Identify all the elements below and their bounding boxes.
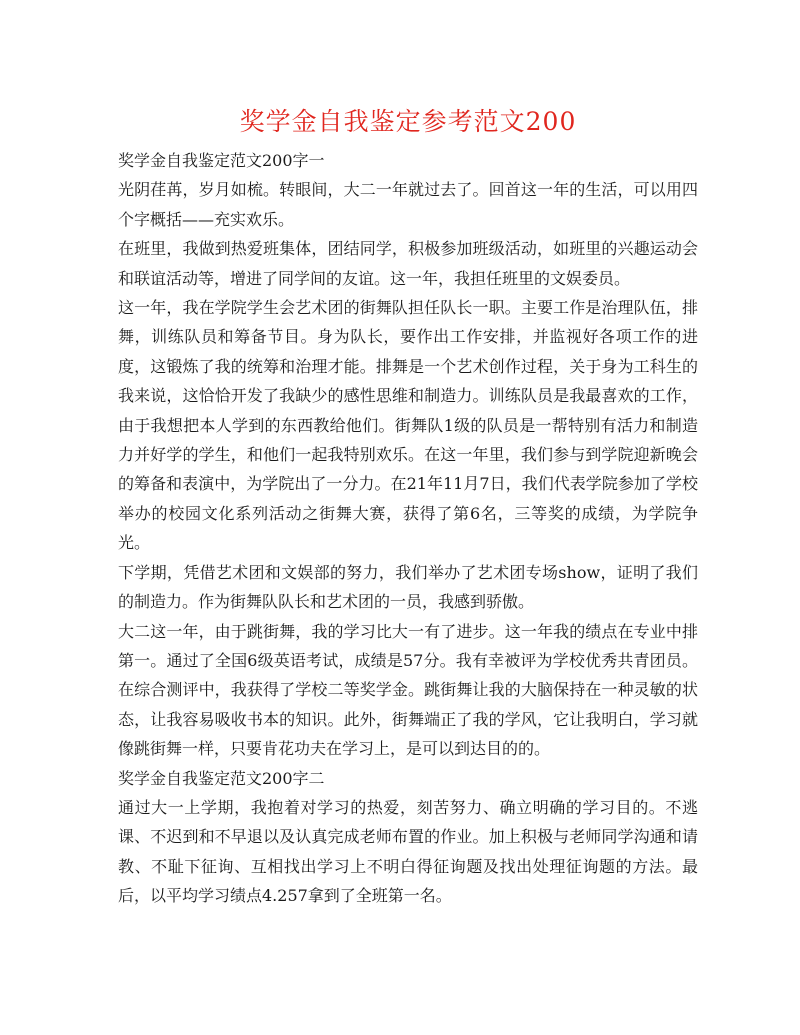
section-heading-2: 奖学金自我鉴定范文200字二 — [118, 768, 325, 788]
document-body — [118, 146, 698, 911]
paragraph: 通过大一上学期，我抱着对学习的热爱，刻苦努力、确立明确的学习目的。不逃课、不迟到和不早退以及认真完成老师布置的作业。加上积极与老师同学沟通和请教、不耻下征询、互相找出学习上不明白得征询题及找出处理征询题的方法。最后，以平均学习绩点4.257拿到了全班第一名。 — [118, 797, 698, 906]
document-title: 奖学金自我鉴定参考范文200 — [239, 107, 577, 136]
paragraph: 在班里，我做到热爱班集体，团结同学，积极参加班级活动，如班里的兴趣运动会和联谊活动等，增进了同学间的友谊。这一年，我担任班里的文娱委员。 — [118, 239, 698, 288]
paragraph: 光阴荏苒，岁月如梳。转眼间，大二一年就过去了。回首这一年的生活，可以用四个字概括——充实欢乐。 — [118, 180, 698, 229]
section-heading-1: 奖学金自我鉴定范文200字一 — [118, 151, 325, 170]
paragraph: 这一年，我在学院学生会艺术团的街舞队担任队长一职。主要工作是治理队伍，排舞，训练队员和筹备节目。身为队长，要作出工作安排，并监视好各项工作的进度，这锻炼了我的统筹和治理才能。排舞是一个艺术创作过程，关于身为工科生的我来说，这恰恰开发了我缺少的感性思维和制造力。训练队员是我最喜欢的工作，由于我想把本人学到的东西教给他们。街舞队1级的队员是一帮特别有活力和制造力并好学的学生，和他们一起我特别欢乐。在这一年里，我们参与到学院迎新晚会的筹备和表演中，为学院出了一分力。在21年11月7日，我们代表学院参加了学校举办的校园文化系列活动之街舞大赛，获得了第6名，三等奖的成绩，为学院争光。 — [118, 298, 698, 553]
paragraph: 下学期，凭借艺术团和文娱部的努力，我们举办了艺术团专场show，证明了我们的制造力。作为街舞队队长和艺术团的一员，我感到骄傲。 — [118, 562, 698, 612]
paragraph: 大二这一年，由于跳街舞，我的学习比大一有了进步。这一年我的绩点在专业中排第一。通过了全国6级英语考试，成绩是57分。我有幸被评为学校优秀共青团员。在综合测评中，我获得了学校二等奖学金。跳街舞让我的大脑保持在一种灵敏的状态，让我容易吸收书本的知识。此外，街舞端正了我的学风，它让我明白，学习就像跳街舞一样，只要肯花功夫在学习上，是可以到达目的的。 — [118, 621, 698, 759]
document-page — [118, 104, 698, 911]
